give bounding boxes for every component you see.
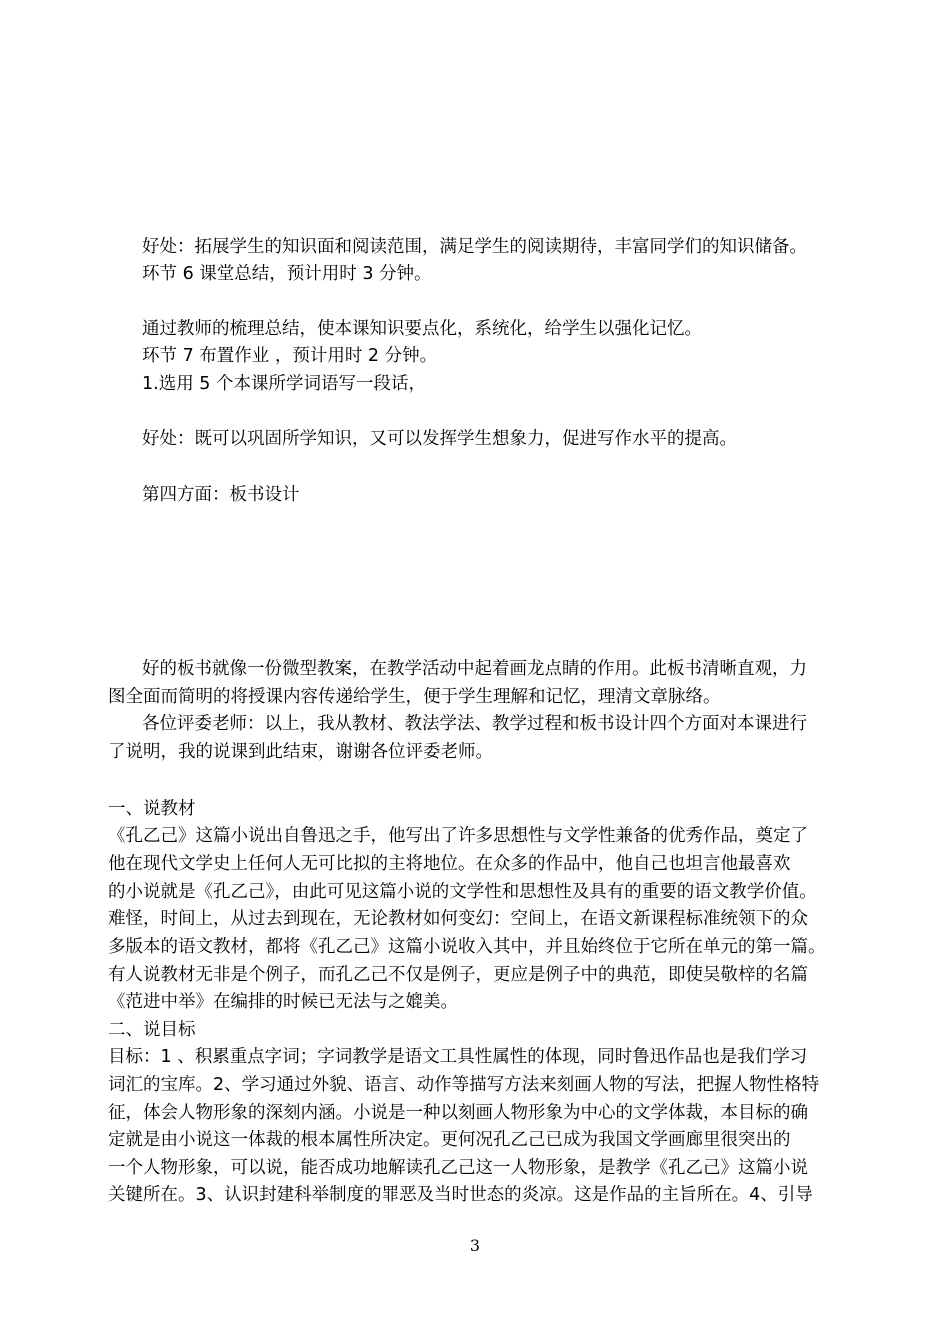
material-line: 《范进中举》在编排的时候已无法与之媲美。 xyxy=(108,992,458,1012)
material-line: 多版本的语文教材，都将《孔乙己》这篇小说收入其中，并且始终位于它所在单元的第一篇。 xyxy=(108,937,826,957)
material-line: 有人说教材无非是个例子，而孔乙己不仅是例子，更应是例子中的典范，即使吴敬梓的名篇 xyxy=(108,965,808,985)
closing-paragraph-line-2: 了说明，我的说课到此结束，谢谢各位评委老师。 xyxy=(108,742,493,762)
benefit-paragraph-1: 好处：拓展学生的知识面和阅读范围，满足学生的阅读期待，丰富同学们的知识储备。 xyxy=(142,237,807,257)
goal-line: 关键所在。3、认识封建科举制度的罪恶及当时世态的炎凉。这是作品的主旨所在。4、引导 xyxy=(108,1185,813,1205)
material-line: 他在现代文学史上任何人无可比拟的主将地位。在众多的作品中，他自己也坦言他最喜欢 xyxy=(108,854,791,874)
material-line: 的小说就是《孔乙己》，由此可见这篇小说的文学性和思想性及具有的重要的语文教学价值。 xyxy=(108,882,817,902)
page-number: 3 xyxy=(469,1236,481,1255)
part4-title: 第四方面：板书设计 xyxy=(142,485,300,505)
material-line: 难怪，时间上，从过去到现在，无论教材如何变幻：空间上，在语文新课程标准统领下的众 xyxy=(108,909,808,929)
goal-line: 定就是由小说这一体裁的根本属性所决定。更何况孔乙己已成为我国文学画廊里很突出的 xyxy=(108,1130,791,1150)
closing-paragraph-line-1: 各位评委老师：以上，我从教材、教法学法、教学过程和板书设计四个方面对本课进行 xyxy=(142,714,807,734)
homework-line: 1.选用 5 个本课所学词语写一段话， xyxy=(142,374,426,394)
material-line: 《孔乙己》这篇小说出自鲁迅之手，他写出了许多思想性与文学性兼备的优秀作品，奠定了 xyxy=(108,826,808,846)
summary-line: 通过教师的梳理总结，使本课知识要点化，系统化，给学生以强化记忆。 xyxy=(142,319,702,339)
heading-teaching-material: 一、说教材 xyxy=(108,799,196,819)
goal-line: 词汇的宝库。2、学习通过外貌、语言、动作等描写方法来刻画人物的写法，把握人物性格特 xyxy=(108,1075,820,1095)
board-design-paragraph-line-2: 图全面而简明的将授课内容传递给学生，便于学生理解和记忆，理清文章脉络。 xyxy=(108,687,721,707)
board-design-paragraph-line-1: 好的板书就像一份微型教案，在教学活动中起着画龙点睛的作用。此板书清晰直观，力 xyxy=(142,659,807,679)
benefit-paragraph-2: 好处：既可以巩固所学知识，又可以发挥学生想象力，促进写作水平的提高。 xyxy=(142,429,737,449)
step6-line: 环节 6 课堂总结，预计用时 3 分钟。 xyxy=(142,264,432,284)
goal-line: 一个人物形象，可以说，能否成功地解读孔乙己这一人物形象，是教学《孔乙己》这篇小说 xyxy=(108,1158,808,1178)
goal-line: 目标：1 、积累重点字词；字词教学是语文工具性属性的体现，同时鲁迅作品也是我们学习 xyxy=(108,1047,808,1067)
goal-line: 征，体会人物形象的深刻内涵。小说是一种以刻画人物形象为中心的文学体裁，本目标的确 xyxy=(108,1103,808,1123)
heading-goals: 二、说目标 xyxy=(108,1020,196,1040)
step7-line: 环节 7 布置作业 ，预计用时 2 分钟。 xyxy=(142,346,438,366)
